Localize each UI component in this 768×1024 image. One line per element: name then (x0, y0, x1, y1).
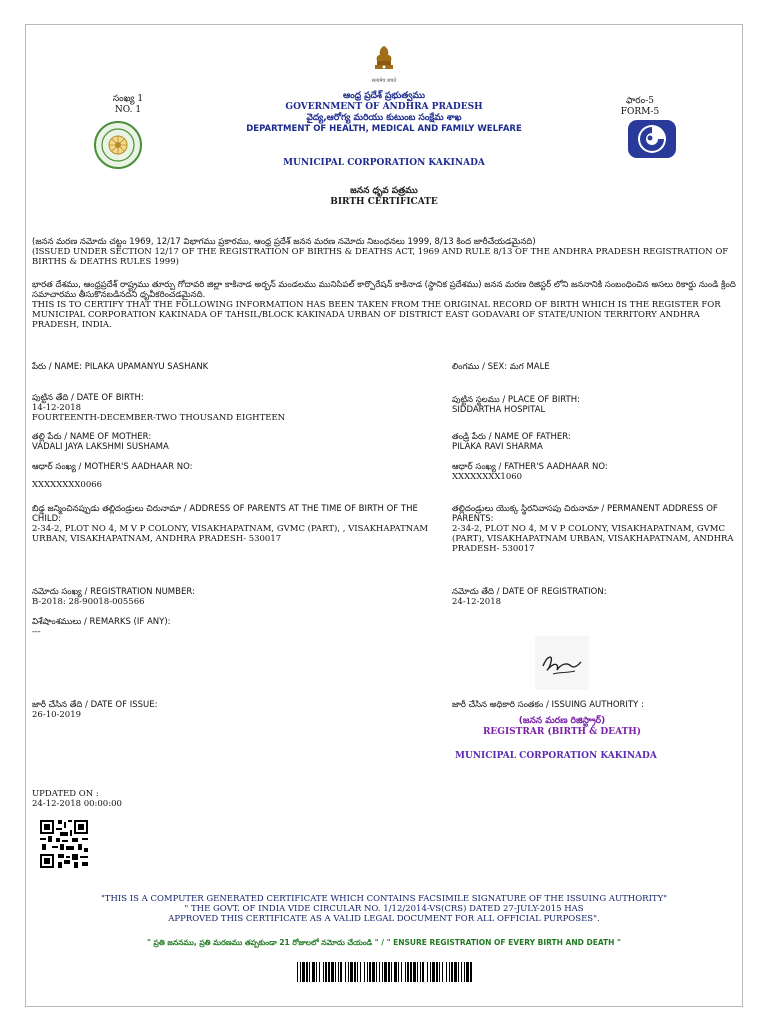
remarks-block (32, 617, 442, 637)
barcode-bar (338, 962, 339, 982)
barcode-bar (345, 962, 346, 982)
issue-date-label: జారీ చేసిన తేది / DATE OF ISSUE: (32, 700, 158, 710)
barcode-bar (340, 962, 342, 982)
updated-value: 24-12-2018 00:00:00 (32, 799, 122, 809)
barcode-bar (442, 962, 443, 982)
barcode-bar (427, 962, 428, 982)
certify-note-telugu: భారత దేశము, ఆంధ్రప్రదేశ్ రాష్ట్రము తూర్పు గోదావరి జిల్లా కాకినాడ అర్బన్ మండలము మునిసిపల్ కార్పొరేషన్ కాకినాడ (స్థానిక ప్రదేశము) జనన మరణ రిజిస్టర్ లోని జననానికి సంబంధించిన అసలు రికార్డు నుండి క్రింది సమాచారము తీసుకొనబడినదని ధృవీకరించడమైనది. (32, 280, 736, 300)
registration-number-value: B-2018: 28-90018-005566 (32, 597, 145, 607)
name-row (32, 362, 442, 372)
mother-aadhaar-value: XXXXXXXX0066 (32, 480, 103, 490)
barcode-bar (354, 962, 356, 982)
mother-block (32, 432, 442, 452)
barcode-bar (405, 962, 406, 982)
barcode-bar (436, 962, 438, 982)
registration-number-block (32, 587, 442, 607)
barcode-bar (432, 962, 435, 982)
barcode-icon (296, 962, 472, 982)
registration-date-block (452, 587, 737, 607)
barcode-bar (382, 962, 383, 982)
father-label: తండ్రి పేరు / NAME OF FATHER: (452, 432, 571, 442)
barcode-bar (309, 962, 310, 982)
barcode-bar (364, 962, 365, 982)
barcode-bar (454, 962, 457, 982)
barcode-bar (451, 962, 453, 982)
issuing-authority-label (452, 700, 737, 710)
barcode-bar (379, 962, 380, 982)
barcode-bar (331, 962, 334, 982)
barcode-bar (350, 962, 353, 982)
mother-aadhaar-label: ఆధార్ సంఖ్య / MOTHER'S AADHAAR NO: (32, 462, 193, 472)
certify-note (32, 280, 736, 330)
dob-words: FOURTEENTH-DECEMBER-TWO THOUSAND EIGHTEEN (32, 413, 286, 423)
registrar-corporation: MUNICIPAL CORPORATION KAKINADA (455, 751, 657, 761)
barcode-bar (376, 962, 377, 982)
registrar-block (452, 716, 672, 738)
title-telugu: జనన ధృవ పత్రము (350, 186, 418, 196)
barcode-bar (306, 962, 308, 982)
dept-telugu: వైద్య,ఆరోగ్య మరియు కుటుంబ సంక్షేమ శాఖ (306, 113, 462, 123)
barcode-bar (458, 962, 459, 982)
barcode-bar (461, 962, 462, 982)
barcode-bar (470, 962, 472, 982)
address-birth-block (32, 504, 442, 544)
dob-label: పుట్టిన తేది / DATE OF BIRTH: (32, 393, 144, 403)
barcode-bar (302, 962, 305, 982)
barcode-bar (413, 962, 416, 982)
barcode-bar (391, 962, 392, 982)
footer-line-2: " THE GOVT. OF INDIA VIDE CIRCULAR NO. 1/12/2014-VS(CRS) DATED 27-JULY-2015 HAS (184, 904, 584, 914)
barcode-bar (335, 962, 336, 982)
footer-slogan: " ప్రతి జననము, ప్రతి మరణము తప్పకుండా 21 రోజులలో నమోదు చేయండి " / " ENSURE REGISTRATION OF EVERY BIRTH AND DEATH " (147, 938, 621, 947)
issuing-authority-label-text: జారీ చేసిన అధికారి సంతకం / ISSUING AUTHORITY : (452, 700, 644, 710)
signature-icon (535, 636, 589, 690)
registration-date-label: నమోదు తేది / DATE OF REGISTRATION: (452, 587, 607, 597)
name-label: పేరు / NAME: (32, 362, 83, 372)
form-telugu: ఫారం-5 (626, 96, 654, 106)
title: BIRTH CERTIFICATE (330, 197, 438, 207)
family-welfare-logo-icon (627, 119, 677, 159)
form-no: FORM-5 (620, 107, 660, 117)
govt-telugu: ఆంధ్ర ప్రదేశ్ ప్రభుత్వము (342, 91, 426, 101)
barcode-bar (417, 962, 418, 982)
pob-value: SIDDARTHA HOSPITAL (452, 405, 546, 415)
barcode-bar (372, 962, 375, 982)
sr-no: NO. 1 (114, 105, 142, 115)
pob-label: పుట్టిన స్థలము / PLACE OF BIRTH: (452, 395, 580, 405)
remarks-label: విశేషాంశములు / REMARKS (IF ANY): (32, 617, 171, 627)
father-block (452, 432, 737, 452)
form-block (610, 96, 670, 118)
address-permanent-block (452, 504, 737, 554)
barcode-bar (297, 962, 298, 982)
barcode-bar (388, 962, 390, 982)
registrar-title: REGISTRAR (BIRTH & DEATH) (482, 727, 642, 737)
andhra-pradesh-seal-icon (92, 120, 144, 170)
barcode-bar (439, 962, 440, 982)
issued-note (32, 237, 736, 267)
barcode-bar (420, 962, 421, 982)
address-birth-label: బిడ్డ జన్మించినప్పుడు తల్లిదండ్రులు చిరునామా / ADDRESS OF PARENTS AT THE TIME OF BIRTH OF THE CHILD: (32, 504, 418, 524)
name-value: PILAKA UPAMANYU SASHANK (84, 362, 209, 372)
dob-block (32, 393, 442, 423)
barcode-bar (300, 962, 301, 982)
national-emblem-icon (362, 44, 406, 84)
sr-no-block (98, 94, 158, 116)
sr-no-telugu: సంఖ్య 1 (112, 94, 144, 104)
barcode-bar (430, 962, 431, 982)
address-permanent-label: తల్లిదండ్రులు యొక్క స్థిరనివాసపు చిరునామా / PERMANENT ADDRESS OF PARENTS: (452, 504, 718, 524)
barcode-bar (348, 962, 349, 982)
barcode-bar (449, 962, 450, 982)
barcode-bar (464, 962, 465, 982)
barcode-bar (312, 962, 315, 982)
corporation-title: MUNICIPAL CORPORATION KAKINADA (283, 158, 485, 168)
barcode-bar (360, 962, 361, 982)
sex-label: లింగము / SEX: (452, 362, 508, 372)
father-aadhaar-label: ఆధార్ సంఖ్య / FATHER'S AADHAAR NO: (452, 462, 608, 472)
barcode-bar (466, 962, 469, 982)
registration-number-label: నమోదు సంఖ్య / REGISTRATION NUMBER: (32, 587, 195, 597)
qr-code-icon (38, 818, 90, 870)
barcode-bar (410, 962, 412, 982)
barcode-bar (323, 962, 324, 982)
updated-block (32, 789, 232, 809)
footer-line-1: "THIS IS A COMPUTER GENERATED CERTIFICATE WHICH CONTAINS FACSIMILE SIGNATURE OF THE ISSUING AUTHORITY" (100, 894, 668, 904)
issue-date-block (32, 700, 442, 720)
barcode-bar (446, 962, 447, 982)
barcode-bar (369, 962, 371, 982)
barcode-bar (325, 962, 327, 982)
father-value: PILAKA RAVI SHARMA (452, 442, 543, 452)
barcode-bar (328, 962, 330, 982)
barcode-bar (319, 962, 320, 982)
mother-aadhaar-block (32, 462, 442, 490)
father-aadhaar-block (452, 462, 737, 482)
issue-date-value: 26-10-2019 (32, 710, 82, 720)
issued-note-telugu: (జనన మరణ నమోదు చట్టం 1969, 12/17 విభాగము ప్రకారము, ఆంధ్ర ప్రదేశ్ జనన మరణ నమోదు నిబంధనలు 1999, 8/13 కింద జారీచేయడమైనది) (32, 237, 536, 247)
registrar-telugu: (జనన మరణ రిజిస్ట్రార్) (518, 716, 606, 726)
emblem-motto: सत्यमेव जयते (371, 78, 397, 84)
barcode-bar (407, 962, 409, 982)
barcode-bar (401, 962, 402, 982)
dept-title: DEPARTMENT OF HEALTH, MEDICAL AND FAMILY WELFARE (246, 124, 522, 134)
certify-note-english: THIS IS TO CERTIFY THAT THE FOLLOWING INFORMATION HAS BEEN TAKEN FROM THE ORIGINAL RECORD OF BIRTH WHICH IS THE REGISTER FOR MUNICIPAL CORPORATION KAKINADA OF TAHSIL/BLOCK KAKINADA URBAN OF DISTRICT EAST GODAVARI OF STATE/UNION TERRITORY ANDHRA PRADESH, INDIA. (32, 300, 721, 330)
govt-title: GOVERNMENT OF ANDHRA PRADESH (285, 102, 483, 112)
address-birth-value: 2-34-2, PLOT NO 4, M V P COLONY, VISAKHAPATNAM, GVMC (PART), , VISAKHAPATNAM URBAN, VISAKHAPATNAM, ANDHRA PRADESH- 530017 (32, 524, 429, 544)
barcode-bar (316, 962, 317, 982)
address-permanent-value: 2-34-2, PLOT NO 4, M V P COLONY, VISAKHAPATNAM, GVMC (PART), VISAKHAPATNAM URBAN, VISAKHAPATNAM, ANDHRA PRADESH- 530017 (452, 524, 734, 554)
dob-value: 14-12-2018 (32, 403, 82, 413)
mother-label: తల్లి పేరు / NAME OF MOTHER: (32, 432, 152, 442)
barcode-bar (398, 962, 399, 982)
issued-note-english: (ISSUED UNDER SECTION 12/17 OF THE REGISTRATION OF BIRTHS & DEATHS ACT, 1969 AND RULE 8/13 OF THE ANDHRA PRADESH REGISTRATION OF BIRTHS & DEATHS RULES 1999) (32, 247, 729, 267)
barcode-bar (384, 962, 387, 982)
father-aadhaar-value: XXXXXXXX1060 (452, 472, 523, 482)
remarks-value: --- (32, 627, 41, 637)
sex-value: మగ MALE (509, 362, 550, 372)
title-block (200, 186, 568, 208)
barcode-bar (367, 962, 368, 982)
header-block (200, 91, 568, 135)
sex-row (452, 362, 737, 372)
pob-block (452, 395, 737, 415)
barcode-bar (357, 962, 358, 982)
updated-label: UPDATED ON : (32, 789, 99, 799)
registration-date-value: 24-12-2018 (452, 597, 502, 607)
mother-value: VADALI JAYA LAKSHMI SUSHAMA (32, 442, 169, 452)
barcode-bar (394, 962, 397, 982)
footer-line-3: APPROVED THIS CERTIFICATE AS A VALID LEGAL DOCUMENT FOR ALL OFFICIAL PURPOSES". (168, 914, 600, 924)
barcode-bar (422, 962, 424, 982)
footer-notes (40, 894, 728, 924)
